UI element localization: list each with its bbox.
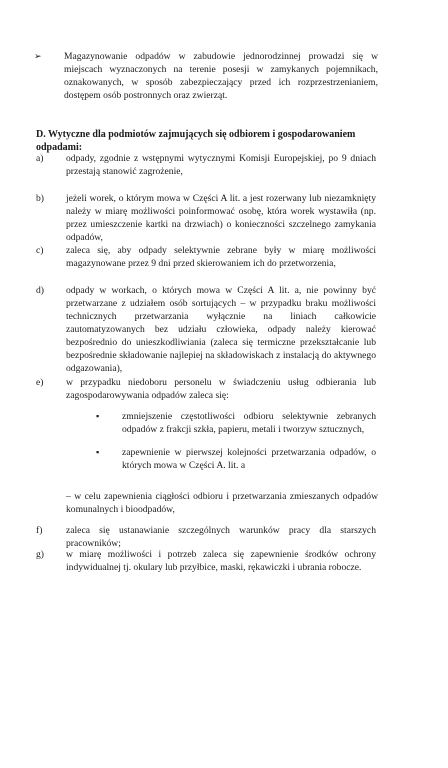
list-item-d [36,284,376,375]
list-item-label: c) [36,245,44,256]
list-item-text: jeżeli worek, o którym mowa w Części A lit. a jest rozerwany lub niezamknięty należy w miarę możliwości poinformować osobę, która worek wystawiła (np. przez umieszczenie kartki na drzwiach) o konieczności szczelnego zamykania odpadów, [66,193,376,243]
list-item-label: b) [36,193,44,204]
list-item-c [36,244,376,270]
intro-paragraph [34,50,378,102]
list-item-text: odpady, zgodnie z wstępnymi wytycznymi Komisji Europejskiej, po 9 dniach przestają stanowić zagrożenie, [66,153,376,177]
sub-bullet-text: zmniejszenie częstotliwości odbioru selektywnie zebranych odpadów z frakcji szkła, papieru, metali i tworzyw sztucznych, [122,411,376,435]
sub-bullet-text: zapewnienie w pierwszej kolejności przetwarzania odpadów, o których mowa w Części A. lit. a [122,447,376,471]
arrow-bullet-icon: ➢ [34,51,42,61]
list-item-text: zaleca się ustanawianie szczególnych warunków pracy dla starszych pracowników; [66,525,376,549]
list-item-text: w przypadku niedoboru personelu w świadczeniu usług odbierania lub zagospodarowywania odpadów zaleca się: [66,377,376,401]
intro-text: Magazynowanie odpadów w zabudowie jednorodzinnej prowadzi się w miejscach wyznaczonych na terenie posesji w zamykanych pojemnikach, oznakowanych, w sposób zabezpieczający przed ich rozprzestrzenianiem, dostępem osób postronnych oraz zwierząt. [64,51,378,101]
list-item-e [36,376,376,402]
list-item-b [36,192,376,244]
square-bullet-icon: ▪ [96,447,100,457]
list-item-text: zaleca się, aby odpady selektywnie zebrane były w miarę możliwości magazynowane przez 9 dni przed skierowaniem ich do przetworzenia, [66,245,376,269]
sub-bullet-item [96,446,376,472]
list-item-label: d) [36,285,44,296]
list-item-f [36,524,376,550]
list-item-text: w miarę możliwości i potrzeb zaleca się zapewnienie środków ochrony indywidualnej tj. okulary lub przyłbice, maski, rękawiczki i ubrania robocze. [66,549,376,573]
sub-bullet-item [96,410,376,436]
list-item-a [36,152,376,178]
square-bullet-icon: ▪ [96,411,100,421]
list-item-label: e) [36,377,44,388]
list-item-label: g) [36,549,44,560]
list-item-label: a) [36,153,44,164]
list-item-label: f) [36,525,43,536]
list-item-g [36,548,376,574]
continuation-text: – w celu zapewnienia ciągłości odbioru i przetwarzania zmieszanych odpadów komunalnych i bioodpadów, [66,491,378,515]
section-heading: D. Wytyczne dla podmiotów zajmujących się odbiorem i gospodarowaniem odpadami: [36,129,356,153]
list-item-text: odpady w workach, o których mowa w Części A lit. a, nie powinny być przetwarzane z udziałem osób sortujących – w przypadku braku możliwości technicznych przetwarzania wyłącznie na liniach całkowicie zautomatyzowanych bez udziału człowieka, odpady należy kierować bezpośrednio do unieszkodliwiania (zaleca się termiczne przekształcanie lub bezpośrednie składowanie najlepiej na składowiskach z instalacją do aktywnego odgazowania), [66,285,376,374]
